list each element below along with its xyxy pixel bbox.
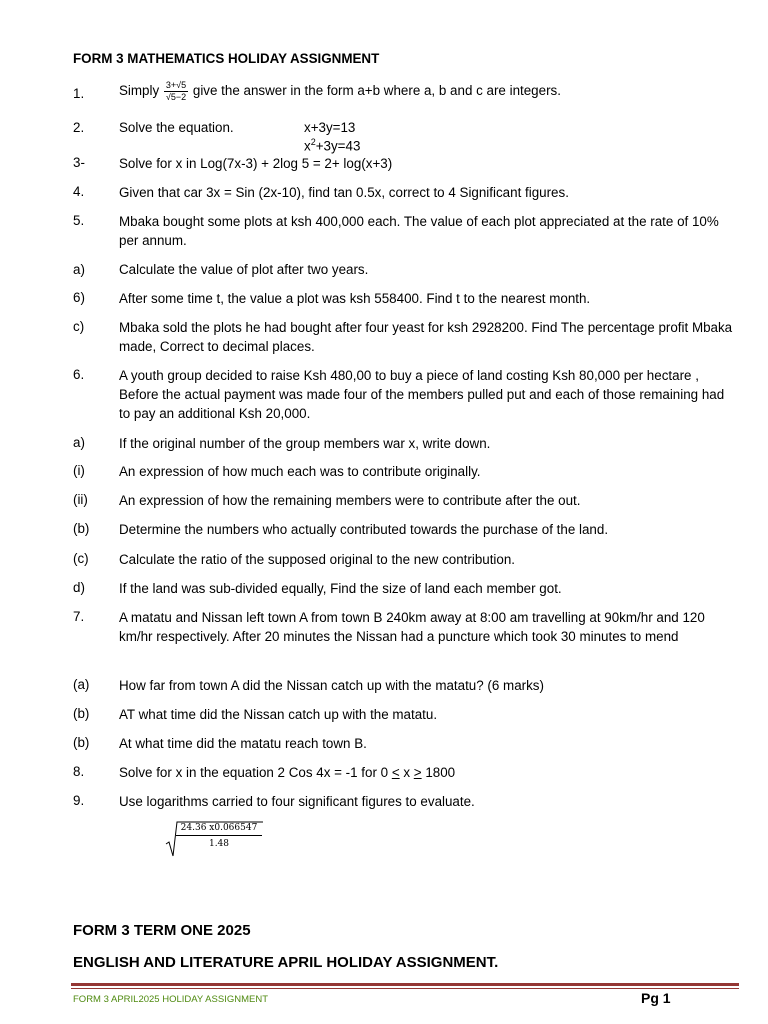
question-text: Determine the numbers who actually contributed towards the purchase of the land. xyxy=(119,522,609,537)
question-number: d) xyxy=(73,580,85,595)
question-text-part: 1800 xyxy=(421,765,456,780)
equation-term: x xyxy=(304,138,311,154)
question-text: Mbaka bought some plots at ksh 400,000 each. The value of each plot appreciated at the rate of 10% per annum. xyxy=(119,214,719,248)
footer-rule xyxy=(71,988,739,989)
question-text: An expression of how the remaining members were to contribute after the out. xyxy=(119,493,581,508)
question-number: (c) xyxy=(73,551,89,566)
question-number: 3- xyxy=(73,155,85,170)
page-number: Pg 1 xyxy=(641,990,671,1006)
question-text: A youth group decided to raise Ksh 480,00 to buy a piece of land costing Ksh 80,000 per hectare , Before the actual payment was made four of the members pulled put and each of those remaining had to pay an additional Ksh 20,000. xyxy=(119,368,725,421)
question-text: Mbaka sold the plots he had bought after four yeast for ksh 2928200. Find The percentage profit Mbaka made, Correct to decimal places. xyxy=(119,320,733,354)
question-number: 9. xyxy=(73,793,85,808)
expression-numerator: 24.36 x0.066547 xyxy=(176,823,262,836)
question-number: 1. xyxy=(73,86,85,101)
inequality-symbol: > xyxy=(413,765,422,780)
section-heading: ENGLISH AND LITERATURE APRIL HOLIDAY ASSIGNMENT. xyxy=(73,954,499,971)
equation-term: +3y=43 xyxy=(315,138,361,154)
question-text-part: Solve for x in the equation 2 Cos 4x = -1 for 0 xyxy=(119,765,392,780)
question-text: give the answer in the form a+b where a, b and c are integers. xyxy=(192,83,561,99)
equation-2 xyxy=(304,137,360,153)
question-text: If the land was sub-divided equally, Find the size of land each member got. xyxy=(119,581,562,596)
square-root-expression xyxy=(165,820,265,863)
page-title: FORM 3 MATHEMATICS HOLIDAY ASSIGNMENT xyxy=(73,51,380,66)
question-text: Solve for x in Log(7x-3) + 2log 5 = 2+ log(x+3) xyxy=(119,156,393,171)
question-number: (b) xyxy=(73,735,90,750)
question-number: (b) xyxy=(73,521,90,536)
question-text: Calculate the value of plot after two years. xyxy=(119,262,369,277)
question-number: (a) xyxy=(73,677,90,692)
question-text xyxy=(119,763,739,782)
question-text: Given that car 3x = Sin (2x-10), find tan 0.5x, correct to 4 Significant figures. xyxy=(119,185,569,200)
question-number: (b) xyxy=(73,706,90,721)
question-text: Simply xyxy=(119,83,160,99)
question-text: Calculate the ratio of the supposed original to the new contribution. xyxy=(119,552,516,567)
fraction-numerator: 3+√5 xyxy=(165,80,187,90)
question-text: If the original number of the group members war x, write down. xyxy=(119,436,491,451)
question-number: 5. xyxy=(73,213,85,228)
question-text: An expression of how much each was to contribute originally. xyxy=(119,464,481,479)
question-number: 6) xyxy=(73,290,85,305)
section-heading: FORM 3 TERM ONE 2025 xyxy=(73,922,251,939)
fraction-denominator: √5−2 xyxy=(165,92,187,102)
exponent: 2 xyxy=(310,137,316,147)
question-number: (i) xyxy=(73,463,85,478)
question-number: 7. xyxy=(73,609,85,624)
inequality-symbol: < xyxy=(391,765,400,780)
question-text: Solve the equation. xyxy=(119,120,234,135)
question-number: 2. xyxy=(73,120,85,135)
question-number: 4. xyxy=(73,184,85,199)
question-text: AT what time did the Nissan catch up with the matatu. xyxy=(119,707,438,722)
question-text: At what time did the matatu reach town B. xyxy=(119,736,367,751)
fraction-expression xyxy=(164,80,188,103)
question-number: c) xyxy=(73,319,85,334)
question-number: 6. xyxy=(73,367,85,382)
footer-label: FORM 3 APRIL2025 HOLIDAY ASSIGNMENT xyxy=(73,994,268,1005)
question-text: How far from town A did the Nissan catch up with the matatu? (6 marks) xyxy=(119,678,544,693)
question-number: 8. xyxy=(73,764,85,779)
question-number: a) xyxy=(73,262,85,277)
question-number: (ii) xyxy=(73,492,88,507)
equation-1: x+3y=13 xyxy=(304,120,356,135)
question-text-part: x xyxy=(399,765,414,780)
footer-rule xyxy=(71,983,739,986)
question-text: A matatu and Nissan left town A from town B 240km away at 8:00 am travelling at 90km/hr and 120 km/hr respectively. After 20 minutes the Nissan had a puncture which took 30 minutes to mend xyxy=(119,610,705,644)
question-text: After some time t, the value a plot was ksh 558400. Find t to the nearest month. xyxy=(119,291,591,306)
question-number: a) xyxy=(73,435,85,450)
expression-denominator: 1.48 xyxy=(208,839,230,849)
question-text: Use logarithms carried to four significant figures to evaluate. xyxy=(119,794,475,809)
